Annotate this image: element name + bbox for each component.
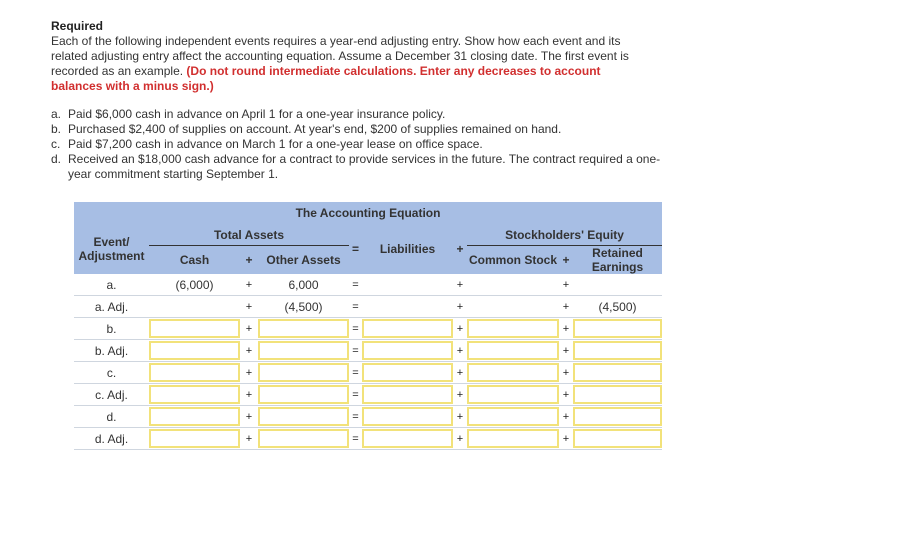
plus-header: +	[245, 253, 253, 267]
plus-sign: +	[240, 428, 258, 450]
other-assets-input[interactable]	[258, 385, 349, 404]
event-text: Received an $18,000 cash advance for a contract to provide services in the future. The contract required a one-year commitment starting September 1.	[68, 152, 661, 181]
event-item	[51, 137, 671, 152]
event-text: Paid $7,200 cash in advance on March 1 for a one-year lease on office space.	[68, 137, 483, 151]
plus-sign: +	[453, 384, 467, 406]
table-row	[74, 362, 662, 384]
event-cell: a.	[74, 274, 149, 296]
plus-header: +	[456, 242, 464, 256]
table-row	[74, 428, 662, 450]
other-assets-input[interactable]	[258, 341, 349, 360]
plus-sign: +	[559, 296, 573, 318]
plus-sign: +	[559, 384, 573, 406]
other-assets-value: (4,500)	[258, 296, 349, 318]
other-assets-input[interactable]	[258, 429, 349, 448]
liabilities-input[interactable]	[362, 341, 453, 360]
liabilities-input[interactable]	[362, 429, 453, 448]
plus-sign: +	[240, 318, 258, 340]
cash-value: (6,000)	[149, 274, 240, 296]
common-stock-value	[467, 274, 559, 296]
cash-input[interactable]	[149, 363, 240, 382]
common-stock-value	[467, 296, 559, 318]
table-row	[74, 406, 662, 428]
instructions-warning: (Do not round intermediate calculations. Enter any decreases to account balances with a minus sign.)	[51, 64, 601, 93]
liabilities-value	[362, 296, 453, 318]
retained-earnings-value: (4,500)	[573, 296, 662, 318]
table-row	[74, 296, 662, 318]
plus-sign: +	[240, 296, 258, 318]
event-item	[51, 152, 671, 182]
equals-sign: =	[349, 428, 362, 450]
table-row	[74, 274, 662, 296]
common-stock-input[interactable]	[467, 385, 559, 404]
event-cell: a. Adj.	[74, 296, 149, 318]
other-assets-header: Other Assets	[266, 253, 341, 267]
total-assets-header: Total Assets	[149, 224, 349, 246]
plus-sign: +	[453, 340, 467, 362]
retained-earnings-input[interactable]	[573, 385, 662, 404]
common-stock-header: Common Stock	[468, 253, 557, 267]
event-cell: c. Adj.	[74, 384, 149, 406]
plus-sign: +	[240, 274, 258, 296]
plus-sign: +	[453, 362, 467, 384]
other-assets-input[interactable]	[258, 407, 349, 426]
equals-sign: =	[349, 406, 362, 428]
liabilities-input[interactable]	[362, 385, 453, 404]
stockholders-equity-header: Stockholders' Equity	[467, 224, 662, 246]
retained-earnings-input[interactable]	[573, 341, 662, 360]
event-text: Paid $6,000 cash in advance on April 1 for a one-year insurance policy.	[68, 107, 446, 121]
common-stock-input[interactable]	[467, 341, 559, 360]
event-letter: d.	[51, 152, 62, 166]
event-cell: d. Adj.	[74, 428, 149, 450]
common-stock-input[interactable]	[467, 407, 559, 426]
event-letter: c.	[51, 137, 61, 151]
plus-sign: +	[559, 318, 573, 340]
plus-sign: +	[453, 406, 467, 428]
equals-sign: =	[349, 384, 362, 406]
equals-sign: =	[349, 296, 362, 318]
event-item	[51, 122, 671, 137]
retained-earnings-header: Retained Earnings	[591, 246, 644, 274]
equals-sign: =	[349, 318, 362, 340]
liabilities-value	[362, 274, 453, 296]
liabilities-header: Liabilities	[379, 242, 436, 256]
retained-earnings-input[interactable]	[573, 407, 662, 426]
equals-sign: =	[349, 362, 362, 384]
event-cell: b.	[74, 318, 149, 340]
plus-sign: +	[453, 428, 467, 450]
event-letter: a.	[51, 107, 62, 121]
event-cell: c.	[74, 362, 149, 384]
liabilities-input[interactable]	[362, 407, 453, 426]
plus-sign: +	[453, 296, 467, 318]
cash-input[interactable]	[149, 385, 240, 404]
instructions-body: Each of the following independent events requires a year-end adjusting entry. Show how each event and its related adjusting entry affect the accounting equation. Assume a December 31 closing date. The first event is recorded as an example.	[51, 34, 629, 78]
event-cell: d.	[74, 406, 149, 428]
cash-input[interactable]	[149, 319, 240, 338]
table-row	[74, 318, 662, 340]
cash-input[interactable]	[149, 429, 240, 448]
equals-sign: =	[349, 274, 362, 296]
cash-value	[149, 296, 240, 318]
common-stock-input[interactable]	[467, 429, 559, 448]
plus-sign: +	[240, 384, 258, 406]
other-assets-value: 6,000	[258, 274, 349, 296]
table-row	[74, 340, 662, 362]
accounting-equation-table	[74, 202, 662, 450]
table-row	[74, 384, 662, 406]
plus-sign: +	[559, 362, 573, 384]
retained-earnings-input[interactable]	[573, 429, 662, 448]
plus-sign: +	[559, 406, 573, 428]
common-stock-input[interactable]	[467, 363, 559, 382]
cash-header: Cash	[179, 253, 210, 267]
plus-sign: +	[559, 428, 573, 450]
liabilities-input[interactable]	[362, 363, 453, 382]
plus-sign: +	[453, 274, 467, 296]
required-heading: Required	[51, 19, 104, 33]
instructions	[51, 19, 651, 94]
event-item	[51, 107, 671, 122]
event-text: Purchased $2,400 of supplies on account. At year's end, $200 of supplies remained on hand.	[68, 122, 562, 136]
instructions-text	[51, 34, 651, 94]
cash-input[interactable]	[149, 407, 240, 426]
other-assets-input[interactable]	[258, 319, 349, 338]
plus-sign: +	[240, 362, 258, 384]
equals-sign: =	[349, 340, 362, 362]
event-list	[51, 107, 671, 182]
plus-sign: +	[240, 406, 258, 428]
plus-sign: +	[240, 340, 258, 362]
event-adjustment-header: Event/ Adjustment	[78, 235, 145, 263]
plus-sign: +	[559, 274, 573, 296]
other-assets-input[interactable]	[258, 363, 349, 382]
table-title: The Accounting Equation	[295, 206, 441, 220]
retained-earnings-input[interactable]	[573, 363, 662, 382]
plus-sign: +	[559, 340, 573, 362]
event-letter: b.	[51, 122, 62, 136]
event-cell: b. Adj.	[74, 340, 149, 362]
common-stock-input[interactable]	[467, 319, 559, 338]
plus-header: +	[562, 253, 570, 267]
plus-sign: +	[453, 318, 467, 340]
cash-input[interactable]	[149, 341, 240, 360]
retained-earnings-value	[573, 274, 662, 296]
equals-header: =	[351, 242, 359, 256]
retained-earnings-input[interactable]	[573, 319, 662, 338]
liabilities-input[interactable]	[362, 319, 453, 338]
